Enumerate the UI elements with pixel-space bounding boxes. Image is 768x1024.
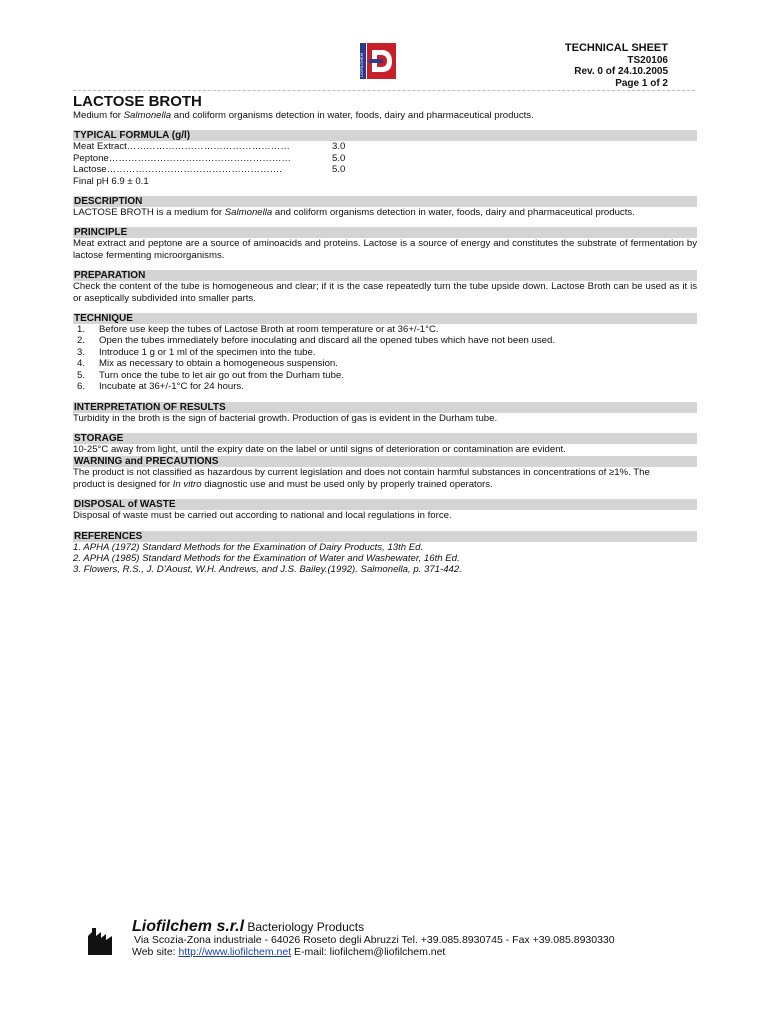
step-number: 1. bbox=[77, 324, 86, 336]
section-disposal bbox=[73, 499, 697, 521]
subtitle-text: Medium for bbox=[73, 110, 124, 121]
svg-text:LIOFILCHEM: LIOFILCHEM bbox=[359, 52, 364, 77]
section-technique bbox=[73, 313, 697, 392]
list-item bbox=[73, 324, 697, 335]
footer-address: Via Scozia-Zona industriale - 64026 Roseto degli Abruzzi Tel. +39.085.8930745 - Fax +39.085.8930330 bbox=[134, 934, 615, 946]
liofilchem-logo bbox=[360, 43, 396, 79]
header-divider bbox=[73, 90, 695, 91]
list-item bbox=[73, 358, 697, 369]
section-heading: REFERENCES bbox=[73, 531, 697, 542]
formula-row bbox=[73, 153, 697, 164]
subtitle-text-end: and coliform organisms detection in water, foods, dairy and pharmaceutical products. bbox=[171, 110, 534, 121]
warning-part: product is designed for bbox=[73, 478, 173, 490]
section-heading: STORAGE bbox=[73, 433, 697, 444]
storage-text: 10-25°C away from light, until the expiry date on the label or until signs of deterioration or contamination are evident. bbox=[73, 443, 566, 455]
description-part-end: and coliform organisms detection in water, foods, dairy and pharmaceutical products. bbox=[272, 207, 635, 219]
ingredient-name: Meat Extract…………………………………………… bbox=[73, 141, 290, 153]
final-ph: Final pH 6.9 ± 0.1 bbox=[73, 175, 149, 187]
interpretation-text: Turbidity in the broth is the sign of bacterial growth. Production of gas is evident in the Durham tube. bbox=[73, 412, 498, 424]
sheet-code: TS20106 bbox=[627, 54, 668, 66]
step-number: 3. bbox=[77, 346, 86, 358]
warning-line: The product is not classified as hazardous by current legislation and does not contain harmful substances in concentrations of ≥1%. The bbox=[73, 467, 650, 479]
warning-part-end: diagnostic use and must be used only by properly trained operators. bbox=[201, 478, 493, 490]
section-heading: PREPARATION bbox=[73, 270, 697, 281]
technique-steps bbox=[73, 324, 697, 392]
step-text: Mix as necessary to obtain a homogeneous suspension. bbox=[99, 358, 338, 370]
reference-list bbox=[73, 542, 697, 576]
email-text: E-mail: liofilchem@liofilchem.net bbox=[291, 946, 446, 958]
sheet-type: TECHNICAL SHEET bbox=[564, 42, 668, 54]
description-italic: Salmonella bbox=[224, 207, 273, 219]
section-storage bbox=[73, 433, 697, 455]
principle-text: Meat extract and peptone are a source of aminoacids and proteins. Lactose is a source of energy and constitutes the substrate of fermentation by lactose fermenting microorganisms. bbox=[73, 238, 697, 261]
disposal-text: Disposal of waste must be carried out according to national and local regulations in force. bbox=[73, 510, 452, 522]
subtitle-italic: Salmonella bbox=[123, 110, 172, 121]
document-body bbox=[73, 93, 697, 576]
sheet-revision: Rev. 0 of 24.10.2005 bbox=[574, 66, 668, 78]
warning-line-2 bbox=[73, 479, 697, 490]
list-item bbox=[73, 381, 697, 392]
preparation-text: Check the content of the tube is homogeneous and clear; if it is the case repeatedly turn the tube upside down. Lactose Broth can be used as it is or aseptically subdivided into smaller parts. bbox=[73, 281, 697, 304]
section-warning bbox=[73, 456, 697, 490]
section-heading: WARNING and PRECAUTIONS bbox=[73, 456, 697, 467]
footer bbox=[132, 918, 615, 958]
document-subtitle bbox=[73, 110, 697, 121]
document-title: LACTOSE BROTH bbox=[73, 93, 202, 110]
list-item bbox=[73, 370, 697, 381]
step-number: 5. bbox=[77, 369, 86, 381]
section-heading: TECHNIQUE bbox=[73, 313, 697, 324]
section-heading: PRINCIPLE bbox=[73, 227, 697, 238]
ingredient-name: Lactose………………………………………………. bbox=[73, 164, 282, 176]
step-text: Introduce 1 g or 1 ml of the specimen into the tube. bbox=[99, 346, 316, 358]
section-formula bbox=[73, 130, 697, 187]
section-heading: TYPICAL FORMULA (g/l) bbox=[73, 130, 697, 141]
factory-icon bbox=[87, 924, 113, 956]
company-subtitle: Bacteriology Products bbox=[244, 920, 365, 934]
description-part: LACTOSE BROTH is a medium for bbox=[73, 207, 225, 219]
web-label: Web site: bbox=[132, 946, 179, 958]
ingredient-value: 3.0 bbox=[332, 141, 346, 153]
footer-contacts bbox=[132, 946, 615, 958]
list-item bbox=[73, 347, 697, 358]
reference-item: 3. Flowers, R.S., J. D’Aoust, W.H. Andrews, and J.S. Bailey.(1992). Salmonella, p. 371-442. bbox=[73, 564, 462, 576]
reference-item: 1. APHA (1972) Standard Methods for the Examination of Dairy Products, 13th Ed. bbox=[73, 541, 424, 553]
website-link[interactable]: http://www.liofilchem.net bbox=[178, 946, 292, 958]
step-text: Before use keep the tubes of Lactose Broth at room temperature or at 36+/-1°C. bbox=[99, 324, 439, 336]
warning-italic: In vitro bbox=[172, 478, 202, 490]
section-description bbox=[73, 196, 697, 218]
section-references bbox=[73, 531, 697, 576]
ingredient-value: 5.0 bbox=[332, 164, 346, 176]
section-interpretation bbox=[73, 402, 697, 424]
step-text: Open the tubes immediately before inoculating and discard all the opened tubes which have not been used. bbox=[99, 335, 556, 347]
section-heading: INTERPRETATION OF RESULTS bbox=[73, 402, 697, 413]
section-principle bbox=[73, 227, 697, 261]
step-number: 4. bbox=[77, 358, 86, 370]
reference-item: 2. APHA (1985) Standard Methods for the Examination of Water and Washewater, 16th Ed. bbox=[73, 552, 460, 564]
footer-company-line bbox=[132, 918, 615, 935]
list-item bbox=[73, 335, 697, 346]
section-heading: DESCRIPTION bbox=[73, 196, 697, 207]
formula-row bbox=[73, 141, 697, 152]
formula-row bbox=[73, 164, 697, 175]
step-number: 6. bbox=[77, 381, 86, 393]
ingredient-value: 5.0 bbox=[332, 152, 346, 164]
sheet-meta bbox=[565, 42, 668, 90]
step-number: 2. bbox=[77, 335, 86, 347]
section-heading: DISPOSAL of WASTE bbox=[73, 499, 697, 510]
ingredient-name: Peptone………………………………………………… bbox=[73, 152, 292, 164]
step-text: Turn once the tube to let air go out from the Durham tube. bbox=[99, 369, 344, 381]
description-text bbox=[73, 207, 697, 218]
company-name: Liofilchem s.r.l bbox=[132, 918, 245, 935]
page-indicator: Page 1 of 2 bbox=[615, 77, 668, 89]
step-text: Incubate at 36+/-1°C for 24 hours. bbox=[99, 381, 244, 393]
section-preparation bbox=[73, 270, 697, 304]
